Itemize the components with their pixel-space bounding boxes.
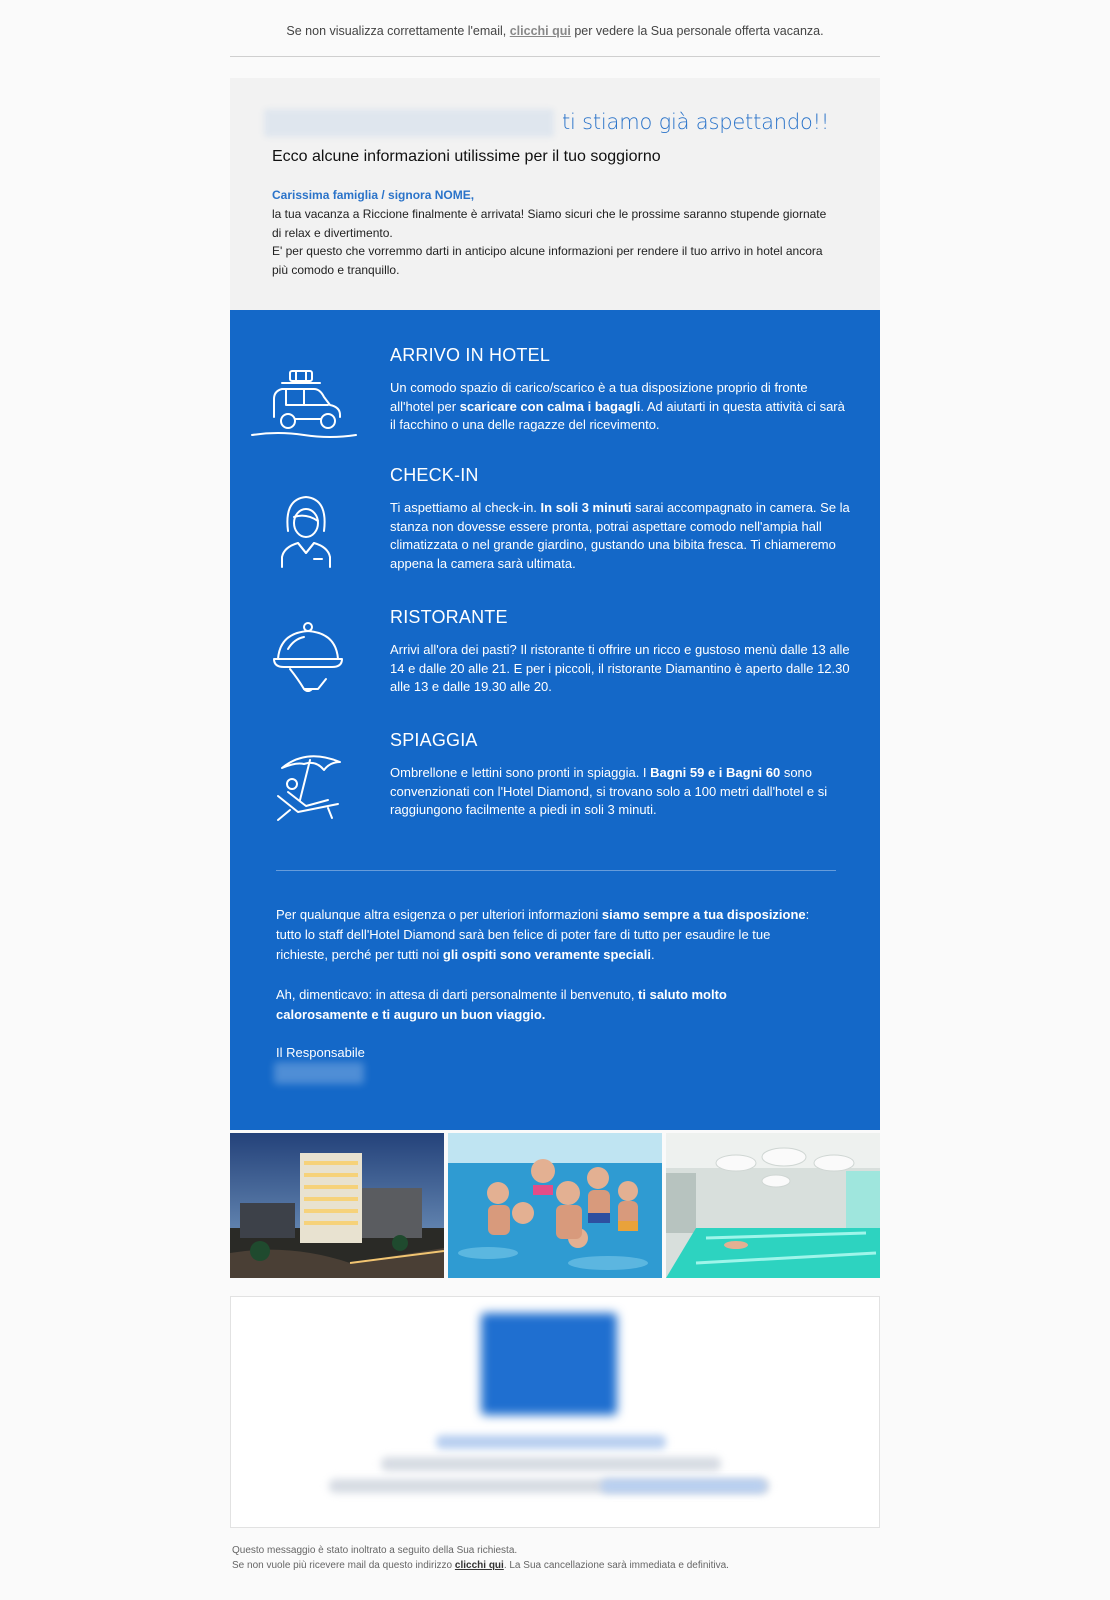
info-section xyxy=(230,310,880,1130)
intro-headline: ti stiamo già aspettando!! xyxy=(562,110,830,134)
closing-greeting: Ah, dimenticavo: in attesa di darti personalmente il benvenuto, ti saluto molto calorosamente e ti auguro un buon viaggio. xyxy=(276,987,727,1022)
intro-subheading: Ecco alcune informazioni utilissime per il tuo soggiorno xyxy=(272,148,661,165)
section-text: Arrivi all'ora dei pasti? Il ristorante ti offrire un ricco e gustoso menù dalle 13 alle 14 e dalle 20 alle 21. E per i piccoli, il ristorante Diamantino è aperto dalle 12.30 alle 13 e dalle 19.30 alle 20. xyxy=(390,642,850,694)
intro-paragraph: E' per questo che vorremmo darti in anticipo alcune informazioni per rendere il tuo arrivo in hotel ancora più comodo e tranquillo. xyxy=(272,244,823,277)
view-online-notice xyxy=(0,24,1110,38)
redacted-contact-line xyxy=(381,1457,721,1471)
section-text: Un comodo spazio di carico/scarico è a tua disposizione proprio di fronte all'hotel per scaricare con calma i bagagli. Ad aiutarti in questa attività ci sarà il facchino o una delle ragazze del ricevimento. xyxy=(390,380,845,432)
redacted-signature xyxy=(274,1062,364,1084)
section-title: SPIAGGIA xyxy=(390,730,478,750)
cloche-icon xyxy=(248,619,358,699)
intro-greeting: Carissima famiglia / signora NOME, xyxy=(272,188,475,202)
notice-text-after: per vedere la Sua personale offerta vacanza. xyxy=(570,24,824,38)
view-online-link[interactable]: clicchi qui xyxy=(509,24,571,38)
unsubscribe-link[interactable]: clicchi qui xyxy=(454,1560,504,1571)
hotel-contact-box xyxy=(230,1296,880,1528)
redacted-hotel-logo xyxy=(481,1313,617,1415)
redacted-contact-link xyxy=(601,1479,766,1493)
redacted-contact-line xyxy=(436,1435,666,1449)
section-text: Ti aspettiamo al check-in. In soli 3 minuti sarai accompagnato in camera. Se la stanza non dovesse essere pronta, potrai aspettare comodo nell'ampia hall climatizzata o nel grande giardino, gustando una bibita fresca. Ti chiameremo appena la camera sarà ultimata. xyxy=(390,500,850,571)
indoor-spa-pool-photo xyxy=(666,1133,880,1278)
beach-umbrella-icon xyxy=(248,748,358,828)
photo-strip xyxy=(230,1133,880,1278)
receptionist-icon xyxy=(248,491,358,571)
redacted-recipient-name xyxy=(264,109,554,137)
intro-paragraph: la tua vacanza a Riccione finalmente è arrivata! Siamo sicuri che le prossime saranno stupende giornate di relax e divertimento. xyxy=(272,207,827,240)
unsubscribe-line: Se non vuole più ricevere mail da questo indirizzo clicchi qui. La Sua cancellazione sarà immediata e definitiva. xyxy=(232,1560,729,1571)
intro-body xyxy=(272,205,832,279)
family-pool-photo xyxy=(448,1133,662,1278)
section-title: ARRIVO IN HOTEL xyxy=(390,345,551,365)
section-divider xyxy=(276,870,836,871)
legal-footer xyxy=(232,1543,729,1573)
section-text: Ombrellone e lettini sono pronti in spiaggia. I Bagni 59 e i Bagni 60 sono convenzionati con l'Hotel Diamond, si trovano solo a 100 metri dall'hotel e si raggiungono facilmente a piedi in soli 3 minuti. xyxy=(390,765,828,817)
signature-title: Il Responsabile xyxy=(276,1045,365,1060)
intro-section xyxy=(230,78,880,310)
header-divider xyxy=(230,56,880,57)
section-title: CHECK-IN xyxy=(390,465,479,485)
notice-text-before: Se non visualizza correttamente l'email, xyxy=(286,24,510,38)
closing-paragraph: Per qualunque altra esigenza o per ulteriori informazioni siamo sempre a tua disposizione: tutto lo staff dell'Hotel Diamond sarà ben felice di poter fare di tutto per esaudire le tue richieste, perché per tutti noi gli ospiti sono veramente speciali. xyxy=(276,907,810,962)
legal-line: Questo messaggio è stato inoltrato a seguito della Sua richiesta. xyxy=(232,1545,518,1556)
hotel-exterior-photo xyxy=(230,1133,444,1278)
car-luggage-icon xyxy=(248,365,358,445)
section-title: RISTORANTE xyxy=(390,607,508,627)
